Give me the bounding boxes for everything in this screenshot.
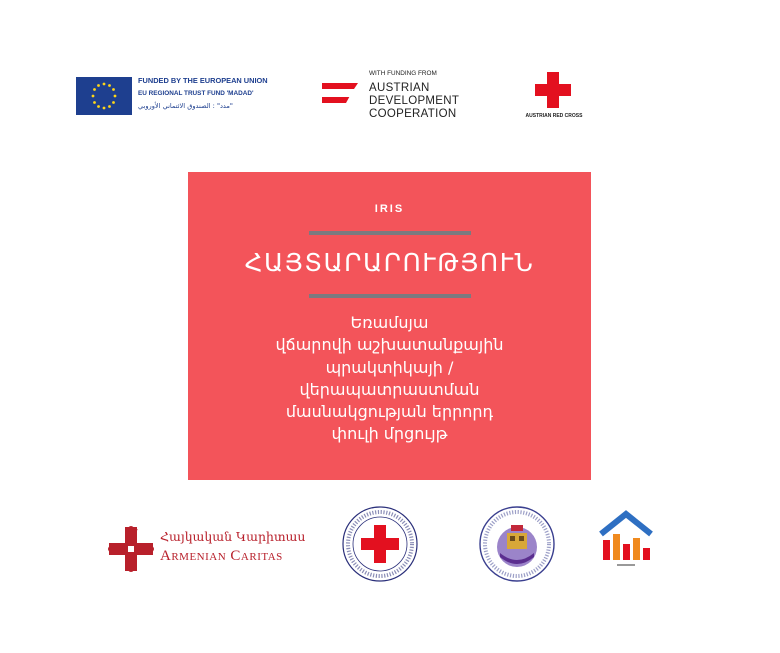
armenian-red-cross-society-logo [341, 505, 419, 583]
divider-top [309, 231, 471, 235]
armenian-red-cross-seal-icon [341, 505, 419, 583]
eu-funding-line3: "مدد" : الصندوق الائتماني الأوروبي [138, 102, 233, 110]
house-icon [597, 510, 655, 570]
divider-bottom [309, 294, 471, 298]
austrian-red-cross-logo [522, 72, 586, 122]
ada-funding-label: WITH FUNDING FROM [369, 70, 437, 77]
partner-ngo-logo [478, 505, 556, 583]
caritas-english-name: Armenian Caritas [160, 548, 283, 564]
ada-line3: COOPERATION [369, 108, 457, 120]
eu-funding-line2: EU REGIONAL TRUST FUND 'MADAD' [138, 90, 254, 97]
caritas-cross-icon [107, 525, 155, 573]
ada-line2: DEVELOPMENT [369, 95, 460, 107]
eu-funding-line1: FUNDED BY THE EUROPEAN UNION [138, 76, 268, 85]
panel-label: IRIS [374, 203, 405, 215]
announcement-panel [188, 172, 591, 480]
body-line: մասնակցության երրորդ [285, 402, 494, 422]
body-line: Եռամսյա [350, 313, 429, 332]
announcement-body [188, 312, 591, 446]
austrian-flag-icon [322, 83, 358, 103]
red-cross-icon [535, 72, 571, 108]
caritas-armenian-name: Հայկական Կարիտաս [160, 529, 306, 544]
body-line: պրակտիկայի / [325, 357, 454, 377]
body-line: վերապատրաստման [299, 379, 480, 399]
body-line: փուլի մրցույթ [331, 424, 448, 444]
body-line: վճարովի աշխատանքային [275, 335, 504, 355]
housing-partner-logo [597, 510, 655, 570]
announcement-heading: ՀԱՅՏԱՐԱՐՈՒԹՅՈՒՆ [244, 248, 535, 277]
eu-funding-logo [76, 75, 276, 119]
ada-line1: AUSTRIAN [369, 82, 430, 94]
armenian-caritas-logo [107, 525, 306, 573]
partner-ngo-seal-icon [478, 505, 556, 583]
austrian-development-cooperation-logo [322, 69, 472, 125]
eu-flag-icon [76, 77, 132, 115]
austrian-red-cross-label: AUSTRIAN RED CROSS [525, 113, 583, 119]
